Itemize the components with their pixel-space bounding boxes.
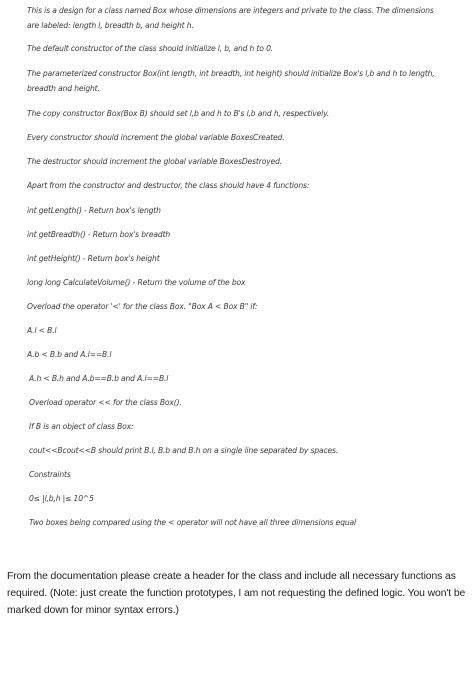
spec-constraints-range: 0≤ |l,b,h |≤ 10^5: [29, 494, 94, 503]
spec-default-constructor: The default constructor of the class should initialize l, b, and h to 0.: [27, 44, 274, 53]
spec-get-height: int getHeight() - Return box's height: [27, 254, 160, 263]
spec-constructor-counter: Every constructor should increment the global variable BoxesCreated.: [27, 133, 285, 142]
spec-intro-paragraph: This is a design for a class named Box whose dimensions are integers and private to the class. The dimensions are labeled: length l, breadth b, and height h.: [27, 6, 434, 30]
spec-operator-stream: Overload operator << for the class Box().: [29, 398, 182, 407]
spec-destructor-counter: The destructor should increment the global variable BoxesDestroyed.: [27, 157, 283, 166]
spec-get-breadth: int getBreadth() - Return box's breadth: [27, 230, 171, 239]
spec-condition-height: A.h < B.h and A.b==B.b and A.l==B.l: [29, 374, 169, 383]
question-prompt: From the documentation please create a header for the class and include all necessary functions as required. (Note: just create the function prototypes, I am not requesting the defined logic. You won't be marked down for minor syntax errors.): [7, 571, 466, 616]
spec-condition-length: A.l < B.l: [27, 326, 57, 335]
spec-calculate-volume: long long CalculateVolume() - Return the volume of the box: [27, 278, 246, 287]
spec-cout-behavior: cout<<Bcout<<B should print B.l, B.b and B.h on a single line separated by spaces.: [29, 446, 339, 455]
spec-constraints-heading: Constraints: [29, 470, 71, 479]
spec-functions-intro: Apart from the constructor and destructor, the class should have 4 functions:: [27, 181, 310, 190]
spec-operator-less-than: Overload the operator '<' for the class Box. "Box A < Box B" if:: [27, 302, 258, 311]
spec-parameterized-constructor: The parameterized constructor Box(int length, int breadth, int height) should initialize Box's l,b and h to length, breadth and height.: [27, 69, 435, 93]
spec-object-note: If B is an object of class Box:: [29, 422, 134, 431]
spec-condition-breadth: A.b < B.b and A.l==B.l: [27, 350, 112, 359]
spec-constraints-note: Two boxes being compared using the < operator will not have all three dimensions equal: [29, 518, 356, 527]
spec-copy-constructor: The copy constructor Box(Box B) should set l,b and h to B's l,b and h, respectively.: [27, 109, 330, 118]
spec-get-length: int getLength() - Return box's length: [27, 206, 161, 215]
